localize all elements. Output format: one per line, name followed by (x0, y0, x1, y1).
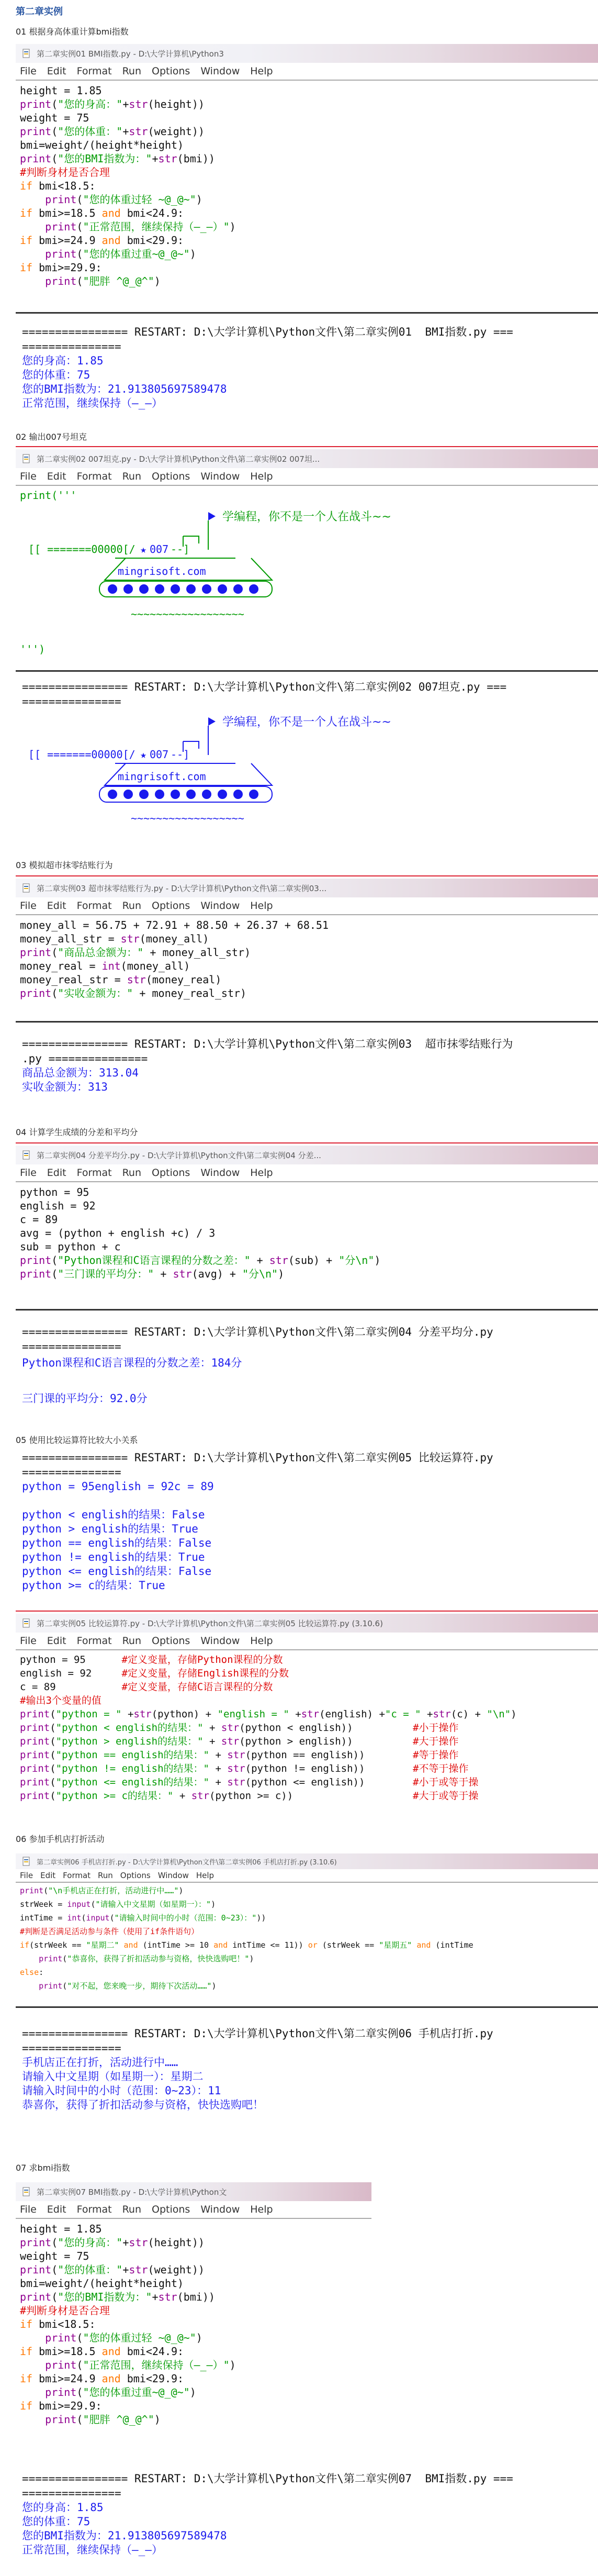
output-line: python != english的结果：True (22, 1551, 205, 1563)
output-line: 请输入时间中的小时（范围：0~23）：11 (22, 2084, 221, 2097)
code-editor[interactable] (16, 1182, 598, 1283)
code-line: if bmi>=18.5 and bmi<24.9: (20, 2345, 184, 2358)
output-line: 您的体重：75 (22, 2515, 91, 2528)
menu-run[interactable]: Run (122, 65, 141, 77)
program-output (16, 2501, 598, 2557)
menu-edit[interactable]: Edit (47, 1167, 66, 1179)
code-line: print("python <= english的结果：" + str(python <= english)) #小于或等于操 (20, 1776, 479, 1788)
code-line: bmi=weight/(height*height) (20, 2277, 184, 2290)
code-line: print("恭喜你，获得了折扣活动参与资格，快快选购吧！") (39, 1954, 254, 1963)
window-title: 第二章实例04 分差平均分.py - D:\大学计算机\Python文件\第二章实例04 分差... (37, 1150, 321, 1160)
code-editor[interactable] (16, 81, 598, 290)
menu-format[interactable]: Format (76, 2204, 112, 2215)
menu-help[interactable]: Help (250, 471, 273, 482)
restart-banner: ================ RESTART: D:\大学计算机\Python文件\第二章实例06 手机店打折.py =============== (22, 2027, 493, 2055)
code-line: print("实收金额为：" + money_real_str) (20, 987, 247, 1000)
program-output (16, 2056, 598, 2112)
restart-banner: ================ RESTART: D:\大学计算机\Python文件\第二章实例04 分差平均分.py =============== (22, 1326, 493, 1353)
code-line: print("正常范围，继续保持（—_—）") (45, 220, 236, 233)
restart-banner: ================ RESTART: D:\大学计算机\Python文件\第二章实例05 比较运算符.py =============== (22, 1451, 493, 1479)
output-line: python = 95english = 92c = 89 (22, 1480, 214, 1493)
menu-format[interactable]: Format (76, 65, 112, 77)
output-line: python > english的结果：True (22, 1523, 198, 1535)
output-line (22, 1372, 598, 1390)
code-editor[interactable] (16, 486, 598, 664)
editor-window-01[interactable] (16, 44, 598, 311)
menu-file[interactable]: File (20, 900, 37, 912)
code-line: print("您的BMI指数为："+str(bmi)) (20, 152, 215, 165)
shell-output-07 (16, 2471, 598, 2571)
code-line: print("对不起，您来晚一步，期待下次活动……") (39, 1981, 217, 1991)
shell-output-01 (16, 325, 598, 417)
code-line: weight = 75 (20, 2250, 89, 2262)
code-line: height = 1.85 (20, 2223, 102, 2235)
code-line: print("肥胖 ^@_@^") (45, 275, 161, 287)
shell-output-02 (16, 680, 598, 837)
menu-options[interactable]: Options (152, 65, 190, 77)
code-print-open: print(''' (20, 489, 77, 502)
section-heading-02: 02 输出007号坦克 (16, 432, 87, 442)
restart-banner: ================ RESTART: D:\大学计算机\Python文件\第二章实例03 超市抹零结账行为 .py =============== (22, 1038, 513, 1065)
editor-window-06[interactable] (16, 1853, 598, 2005)
menu-help[interactable]: Help (250, 900, 273, 912)
editor-window-02[interactable] (16, 449, 598, 669)
menu-file[interactable]: File (20, 1635, 37, 1647)
window-title: 第二章实例06 手机店打折.py - D:\大学计算机\Python文件\第二章实例06 手机店打折.py (3.10.6) (37, 1858, 337, 1867)
menu-format[interactable]: Format (76, 471, 112, 482)
code-line: if bmi<18.5: (20, 2318, 96, 2330)
code-line: print("您的身高："+str(height)) (20, 98, 205, 110)
python-file-icon (22, 883, 31, 893)
svg-text:~~~~~~~~~~~~~~~~~~: ~~~~~~~~~~~~~~~~~~ (131, 812, 244, 825)
code-line: if bmi>=24.9 and bmi<29.9: (20, 234, 184, 247)
menu-help[interactable]: Help (196, 1871, 215, 1880)
code-line: print("Python课程和C语言课程的分数之差：" + str(sub) + "分\n") (20, 1254, 381, 1267)
code-line: print("您的体重过重~@_@~") (45, 2386, 196, 2399)
editor-window-03[interactable] (16, 879, 598, 1020)
code-line: print("python < english的结果：" + str(python < english)) #小于操作 (20, 1722, 459, 1734)
code-line: print("您的体重过重~@_@~") (45, 248, 196, 260)
svg-text:★: ★ (140, 748, 147, 761)
menu-format[interactable]: Format (63, 1871, 91, 1880)
window-title: 第二章实例01 BMI指数.py - D:\大学计算机\Python3 (37, 49, 224, 59)
output-line: Python课程和C语言课程的分数之差：184分 (22, 1357, 242, 1369)
code-line: if bmi<18.5: (20, 180, 96, 192)
python-file-icon (22, 1618, 31, 1628)
menu-edit[interactable]: Edit (47, 471, 66, 482)
menu-run[interactable]: Run (122, 471, 141, 482)
output-line: 三门课的平均分：92.0分 (22, 1392, 148, 1405)
code-line: print("您的体重："+str(weight)) (20, 2263, 205, 2276)
output-line: 正常范围，继续保持（—_—） (22, 2544, 163, 2556)
restart-banner: ================ RESTART: D:\大学计算机\Python文件\第二章实例01 BMI指数.py === =============== (22, 326, 513, 353)
code-line: print("肥胖 ^@_@^") (45, 2413, 161, 2426)
menu-help[interactable]: Help (250, 1635, 273, 1647)
code-line: else: (20, 1968, 44, 1977)
code-line: print("您的BMI指数为："+str(bmi)) (20, 2291, 215, 2303)
shell-output-03 (16, 1037, 598, 1105)
code-line: print("您的体重过轻 ~@_@~") (45, 2331, 202, 2344)
output-line: 请输入中文星期（如星期一）：星期二 (22, 2070, 204, 2083)
menu-run[interactable]: Run (98, 1871, 113, 1880)
editor-window-04[interactable] (16, 1146, 598, 1308)
section-heading-03: 03 模拟超市抹零结账行为 (16, 860, 113, 870)
code-line: print("python != english的结果：" + str(python != english)) #不等于操作 (20, 1763, 469, 1774)
menu-help[interactable]: Help (250, 65, 273, 77)
code-line: english = 92 (20, 1200, 96, 1212)
code-line: bmi=weight/(height*height) (20, 139, 184, 151)
code-line: if bmi>=29.9: (20, 261, 102, 274)
code-line: python = 95 #定义变量，存储Python课程的分数 (20, 1654, 283, 1665)
code-line: money_all_str = str(money_all) (20, 932, 209, 945)
output-line: 您的身高：1.85 (22, 354, 104, 367)
menu-window[interactable]: Window (200, 1167, 240, 1179)
python-file-icon (22, 1150, 31, 1160)
output-line (22, 1494, 598, 1508)
menu-help[interactable]: Help (250, 2204, 273, 2215)
code-line: money_real_str = str(money_real) (20, 973, 222, 986)
window-title: 第二章实例02 007坦克.py - D:\大学计算机\Python文件\第二章实例02 007坦... (37, 454, 320, 464)
code-line: #判断身材是否合理 (20, 166, 110, 179)
code-line: if bmi>=18.5 and bmi<24.9: (20, 207, 184, 219)
menu-options[interactable]: Options (152, 900, 190, 912)
code-line: python = 95 (20, 1186, 89, 1198)
menu-run[interactable]: Run (122, 1167, 141, 1179)
menu-format[interactable]: Format (76, 1635, 112, 1647)
svg-text:007: 007 (150, 543, 169, 556)
window-titlebar[interactable] (16, 449, 598, 468)
window-title: 第二章实例03 超市抹零结账行为.py - D:\大学计算机\Python文件\第二章实例03... (37, 883, 327, 893)
menu-options[interactable]: Options (152, 2204, 190, 2215)
code-editor[interactable] (16, 1883, 598, 1997)
code-line: english = 92 #定义变量，存储English课程的分数 (20, 1668, 289, 1679)
menu-edit[interactable]: Edit (47, 65, 66, 77)
code-line: money_real = int(money_all) (20, 960, 190, 972)
code-line: money_all = 56.75 + 72.91 + 88.50 + 26.37 + 68.51 (20, 919, 329, 931)
shell-output-06 (16, 2026, 598, 2126)
menu-bar (16, 468, 598, 485)
code-line: weight = 75 (20, 112, 89, 124)
output-line: 恭喜你，获得了折扣活动参与资格，快快选购吧！ (22, 2098, 264, 2111)
menu-edit[interactable]: Edit (47, 900, 66, 912)
editor-window-05[interactable] (16, 1614, 598, 1813)
program-output (16, 1066, 598, 1094)
menu-options[interactable]: Options (152, 471, 190, 482)
menu-edit[interactable]: Edit (40, 1871, 56, 1880)
menu-window[interactable]: Window (200, 900, 240, 912)
output-line: 商品总金额为：313.04 (22, 1067, 139, 1079)
tank-ascii-art (26, 502, 476, 643)
code-line: avg = (python + english +c) / 3 (20, 1227, 216, 1239)
output-line: 手机店正在打折，活动进行中…… (22, 2056, 178, 2069)
menu-file[interactable]: File (20, 65, 37, 77)
code-line: print("python = " +str(python) + "english = " +str(english) +"c = " +str(c) + "\n") (20, 1708, 517, 1720)
code-line: print("您的身高："+str(height)) (20, 2236, 205, 2249)
code-editor[interactable] (16, 2219, 371, 2428)
svg-text:mingrisoft.com: mingrisoft.com (118, 565, 206, 578)
output-line: python == english的结果：False (22, 1537, 212, 1549)
tank-output-art (26, 711, 476, 837)
svg-text:[[ =======00000[/: [[ =======00000[/ (28, 543, 136, 556)
code-line: sub = python + c (20, 1240, 121, 1253)
section-heading-06: 06 参加手机店打折活动 (16, 1834, 105, 1844)
code-line: print("您的体重过轻 ~@_@~") (45, 193, 202, 206)
program-output (16, 354, 598, 410)
section-heading-04: 04 计算学生成绩的分差和平均分 (16, 1127, 138, 1137)
code-line: #输出3个变量的值 (20, 1695, 101, 1706)
code-line: #判断是否满足活动参与条件（使用了if条件语句） (20, 1927, 199, 1936)
code-print-close: ''') (20, 643, 46, 656)
output-line: python < english的结果：False (22, 1508, 205, 1521)
menu-edit[interactable]: Edit (47, 1635, 66, 1647)
code-editor[interactable] (16, 915, 598, 1002)
menu-options[interactable]: Options (120, 1871, 151, 1880)
menu-help[interactable]: Help (250, 1167, 273, 1179)
menu-run[interactable]: Run (122, 900, 141, 912)
document-title: 第二章实例 (16, 6, 63, 17)
menu-options[interactable]: Options (152, 1167, 190, 1179)
menu-file[interactable]: File (20, 2204, 37, 2215)
code-line: print("python == english的结果：" + str(python == english)) #等于操作 (20, 1749, 459, 1761)
code-line: strWeek = input("请输入中文星期（如星期一）：") (20, 1900, 216, 1909)
window-title: 第二章实例05 比较运算符.py - D:\大学计算机\Python文件\第二章实例05 比较运算符.py (3.10.6) (37, 1618, 383, 1628)
menu-edit[interactable]: Edit (47, 2204, 66, 2215)
menu-file[interactable]: File (20, 1167, 37, 1179)
code-line: print("正常范围，继续保持（—_—）") (45, 2359, 236, 2371)
code-editor[interactable] (16, 1650, 598, 1805)
svg-text:~~~~~~~~~~~~~~~~~~: ~~~~~~~~~~~~~~~~~~ (131, 608, 244, 620)
window-titlebar[interactable] (16, 1146, 598, 1164)
menu-bar (16, 2201, 371, 2218)
svg-text:[[ =======00000[/: [[ =======00000[/ (28, 748, 136, 761)
menu-window[interactable]: Window (157, 1871, 189, 1880)
code-line: if bmi>=24.9 and bmi<29.9: (20, 2372, 184, 2385)
svg-text:--]: --] (171, 543, 190, 556)
svg-text:学编程，你不是一个人在战斗~~: 学编程，你不是一个人在战斗~~ (222, 716, 391, 729)
menu-bar (16, 1869, 598, 1882)
output-line: python >= c的结果：True (22, 1579, 165, 1592)
code-line: if(strWeek == "星期二" and (intTime >= 10 and intTime <= 11)) or (strWeek == "星期五" and (intTime (20, 1940, 473, 1950)
menu-run[interactable]: Run (122, 1635, 141, 1647)
restart-banner: ================ RESTART: D:\大学计算机\Python文件\第二章实例02 007坦克.py === =============== (22, 681, 507, 708)
code-line: print("您的体重："+str(weight)) (20, 125, 205, 138)
menu-bar (16, 63, 598, 80)
menu-format[interactable]: Format (76, 900, 112, 912)
menu-bar (16, 1633, 598, 1649)
output-line: 您的BMI指数为：21.913805697589478 (22, 2529, 227, 2542)
svg-text:--]: --] (171, 748, 190, 761)
menu-bar (16, 1164, 598, 1181)
window-titlebar[interactable] (16, 1614, 598, 1633)
svg-text:007: 007 (150, 748, 169, 761)
output-line: 您的体重：75 (22, 369, 91, 381)
code-line: c = 89 (20, 1213, 58, 1226)
code-line: print("python >= c的结果：" + str(python >= c)) #大于或等于操 (20, 1790, 479, 1802)
editor-window-07[interactable] (16, 2182, 371, 2449)
svg-text:mingrisoft.com: mingrisoft.com (118, 770, 206, 783)
code-line: print("三门课的平均分：" + str(avg) + "分\n") (20, 1268, 285, 1280)
window-titlebar[interactable] (16, 44, 598, 63)
shell-output-04 (16, 1325, 598, 1414)
section-heading-01: 01 根据身高体重计算bmi指数 (16, 27, 129, 37)
window-title: 第二章实例07 BMI指数.py - D:\大学计算机\Python文 (37, 2187, 227, 2197)
section-heading-05: 05 使用比较运算符比较大小关系 (16, 1435, 138, 1445)
menu-window[interactable]: Window (200, 471, 240, 482)
code-line: intTime = int(input("请输入时间中的小时（范围：0~23）：")) (20, 1913, 266, 1923)
menu-window[interactable]: Window (200, 1635, 240, 1647)
code-line: #判断身材是否合理 (20, 2304, 110, 2317)
section-heading-07: 07 求bmi指数 (16, 2163, 70, 2173)
output-line: python <= english的结果：False (22, 1565, 212, 1578)
output-line: 您的身高：1.85 (22, 2501, 104, 2514)
code-line: print("商品总金额为：" + money_all_str) (20, 946, 251, 959)
code-line: print("python > english的结果：" + str(python > english)) #大于操作 (20, 1736, 459, 1747)
output-line: 正常范围，继续保持（—_—） (22, 397, 163, 409)
python-file-icon (22, 2187, 31, 2196)
program-output (16, 1354, 598, 1407)
code-line: height = 1.85 (20, 84, 102, 97)
svg-text:学编程，你不是一个人在战斗~~: 学编程，你不是一个人在战斗~~ (222, 510, 391, 524)
window-titlebar[interactable] (16, 2182, 371, 2201)
output-line: 实收金额为：313 (22, 1081, 108, 1093)
code-line: c = 89 #定义变量，存储C语言课程的分数 (20, 1681, 273, 1693)
code-line: if bmi>=29.9: (20, 2400, 102, 2412)
window-titlebar[interactable] (16, 1853, 598, 1869)
python-file-icon (22, 1857, 31, 1866)
shell-output-05 (16, 1450, 598, 1607)
program-output (16, 1480, 598, 1593)
menu-options[interactable]: Options (152, 1635, 190, 1647)
svg-text:★: ★ (140, 543, 147, 556)
window-titlebar[interactable] (16, 879, 598, 897)
menu-format[interactable]: Format (76, 1167, 112, 1179)
restart-banner: ================ RESTART: D:\大学计算机\Python文件\第二章实例07 BMI指数.py === =============== (22, 2472, 513, 2500)
menu-bar (16, 897, 598, 914)
menu-file[interactable]: File (20, 1871, 33, 1880)
menu-file[interactable]: File (20, 471, 37, 482)
code-line: print("\n手机店正在打折，活动进行中……") (20, 1886, 184, 1895)
python-file-icon (22, 49, 31, 58)
menu-window[interactable]: Window (200, 65, 240, 77)
menu-window[interactable]: Window (200, 2204, 240, 2215)
python-file-icon (22, 454, 31, 463)
output-line: 您的BMI指数为：21.913805697589478 (22, 383, 227, 395)
menu-run[interactable]: Run (122, 2204, 141, 2215)
